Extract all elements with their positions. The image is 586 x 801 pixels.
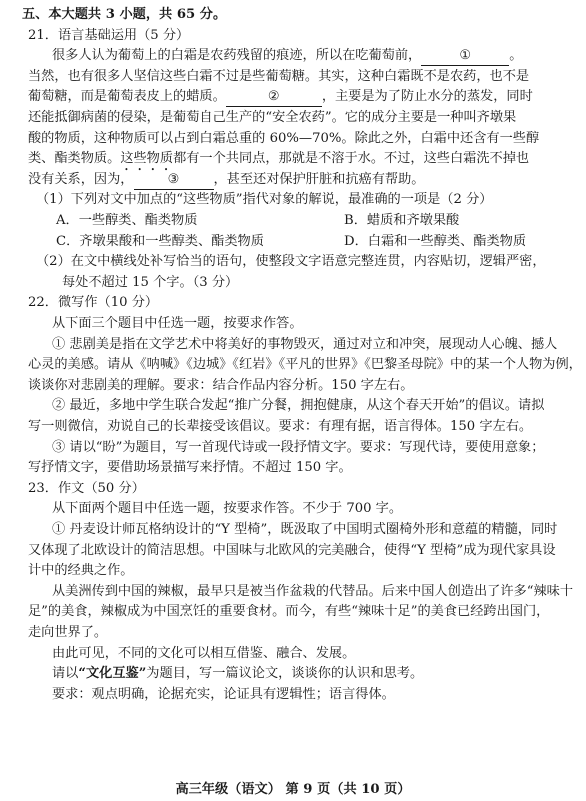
q21-paragraph-line-4: 还能抵御病菌的侵染，是葡萄自己生产的“安全农药”。它的成分主要是一种叫齐墩果 [28,110,517,125]
text: 没有关系，因为， [28,171,134,187]
page-footer: 高三年级（语文） 第 9 页（共 10 页） [175,782,411,797]
dotted-phrase: 这些物质 [120,151,174,167]
q21-paragraph-line-5: 酸的物质，这种物质可以占到白霜总重的 60%—70%。除此之外，白霜中还含有一些醇 [28,130,540,146]
q22-topic-1-line-2: 心灵的美感。请从《呐喊》《边城》《红岩》《平凡的世界》《巴黎圣母院》中的某一个人物为例， [28,357,582,373]
q21-subquestion-2-cont: 每处不超过 15 个字。（3 分） [62,274,239,290]
blank-3: ③ [134,171,214,190]
q22-topic-2-line-2: 写一则微信，劝说自己的长辈接受该倡议。要求：有理有据，语言得体。150 字左右。 [28,419,533,434]
q22-intro: 从下面三个题目中任选一题，按要求作答。 [52,316,303,331]
q22-topic-1-line-1: ① 悲剧美是指在文学艺术中将美好的事物毁灭，通过对立和冲突，展现动人心魄、撼人 [52,336,558,352]
text: ，甚至还对保护肝脏和抗癌有帮助。 [213,171,425,187]
q22-topic-2-line-1: ② 最近，多地中学生联合发起“推广分餐，拥抱健康，从这个春天开始”的倡议。请拟 [52,398,545,414]
text: 由此可见，不同的文化可以相互借鉴、融合、发展。 [52,645,356,661]
text: 。 [509,48,523,64]
text: 葡萄糖，而是葡萄表皮上的蜡质。 [28,89,226,105]
q21-paragraph-line-7 [28,171,425,190]
section-title: 五、本大题共 3 小题，共 65 分。 [22,7,227,22]
q23-intro: 从下面两个题目中任选一题，按要求作答。不少于 700 字。 [52,501,403,517]
blank-1: ① [421,47,509,66]
text: 都有一个共同点，那就是不溶于水。不过，这些白霜洗不掉也 [173,151,530,167]
q22-title: 22．微写作（10 分） [28,295,159,311]
q23-essay-3 [52,645,355,663]
option-d: D．白霜和一些醇类、酯类物质 [344,233,527,249]
q21-title: 21．语言基础运用（5 分） [28,27,190,43]
q23-requirements [52,686,395,704]
q22-topic-3-line-1: ③ 请以“盼”为题目，写一首现代诗或一段抒情文字。要求：写现代诗，要使用意象； [52,439,545,455]
option-a: A．一些醇类、酯类物质 [56,213,198,228]
q21-paragraph-line-2: 当然，也有很多人坚信这些白霜不过是些葡萄糖。其实，这种白霜既不是农药，也不是 [28,68,530,84]
q23-essay-task [52,665,423,683]
blank-2: ② [226,88,322,107]
q21-paragraph-line-3 [28,88,533,107]
text: 类、酯类物质。 [28,151,121,167]
text: 很多人认为葡萄上的白霜是农药残留的痕迹，所以在吃葡萄前， [52,48,422,64]
q23-essay-1-line-2: 又体现了北欧设计的简洁思想。中国味与北欧风的完美融合，使得“Y 型椅”成为现代家具设 [28,542,556,558]
q23-essay-1-line-3: 计中的经典之作。 [28,563,134,579]
option-b: B．蜡质和齐墩果酸 [344,213,460,228]
q23-title: 23．作文（50 分） [28,480,145,496]
text: ，主要是为了防止水分的蒸发，同时 [321,89,533,105]
text: 要求：观点明确，论据充实，论证具有逻辑性；语言得体。 [52,686,395,702]
q23-essay-1-line-1: ① 丹麦设计师瓦格纳设计的“Y 型椅”，既汲取了中国明式圈椅外形和意蕴的精髓，同时 [52,522,558,537]
text: 为题目，写一篇议论文，谈谈你的认识和思考。 [146,666,424,682]
q21-subquestion-2: （2）在文中横线处补写恰当的语句，使整段文字语意完整连贯，内容贴切，逻辑严密， [36,254,546,270]
option-c: C．齐墩果酸和一些醇类、酯类物质 [56,233,264,249]
q22-topic-1-line-3: 谈谈你对悲剧美的理解。要求：结合作品内容分析。150 字左右。 [28,377,414,393]
q23-essay-2-line-1: 从美洲传到中国的辣椒，最早只是被当作盆栽的代替品。后来中国人创造出了许多“辣味十 [52,583,574,599]
q23-essay-2-line-2: 足”的美食，辣椒成为中国烹饪的重要食材。而今，有些“辣味十足”的美食已经跨出国门， [28,604,550,620]
q23-essay-2-line-3: 走向世界了。 [28,625,108,640]
q22-topic-3-line-2: 写抒情文字，要借助场景描写来抒情。不超过 150 字。 [28,460,352,476]
essay-topic: “文化互鉴” [78,666,147,682]
text: 请以 [52,666,79,682]
q21-subquestion-1: （1）下列对文中加点的“这些物质”指代对象的解说，最准确的一项是（2 分） [36,192,493,208]
q21-paragraph-line-1 [52,47,522,66]
